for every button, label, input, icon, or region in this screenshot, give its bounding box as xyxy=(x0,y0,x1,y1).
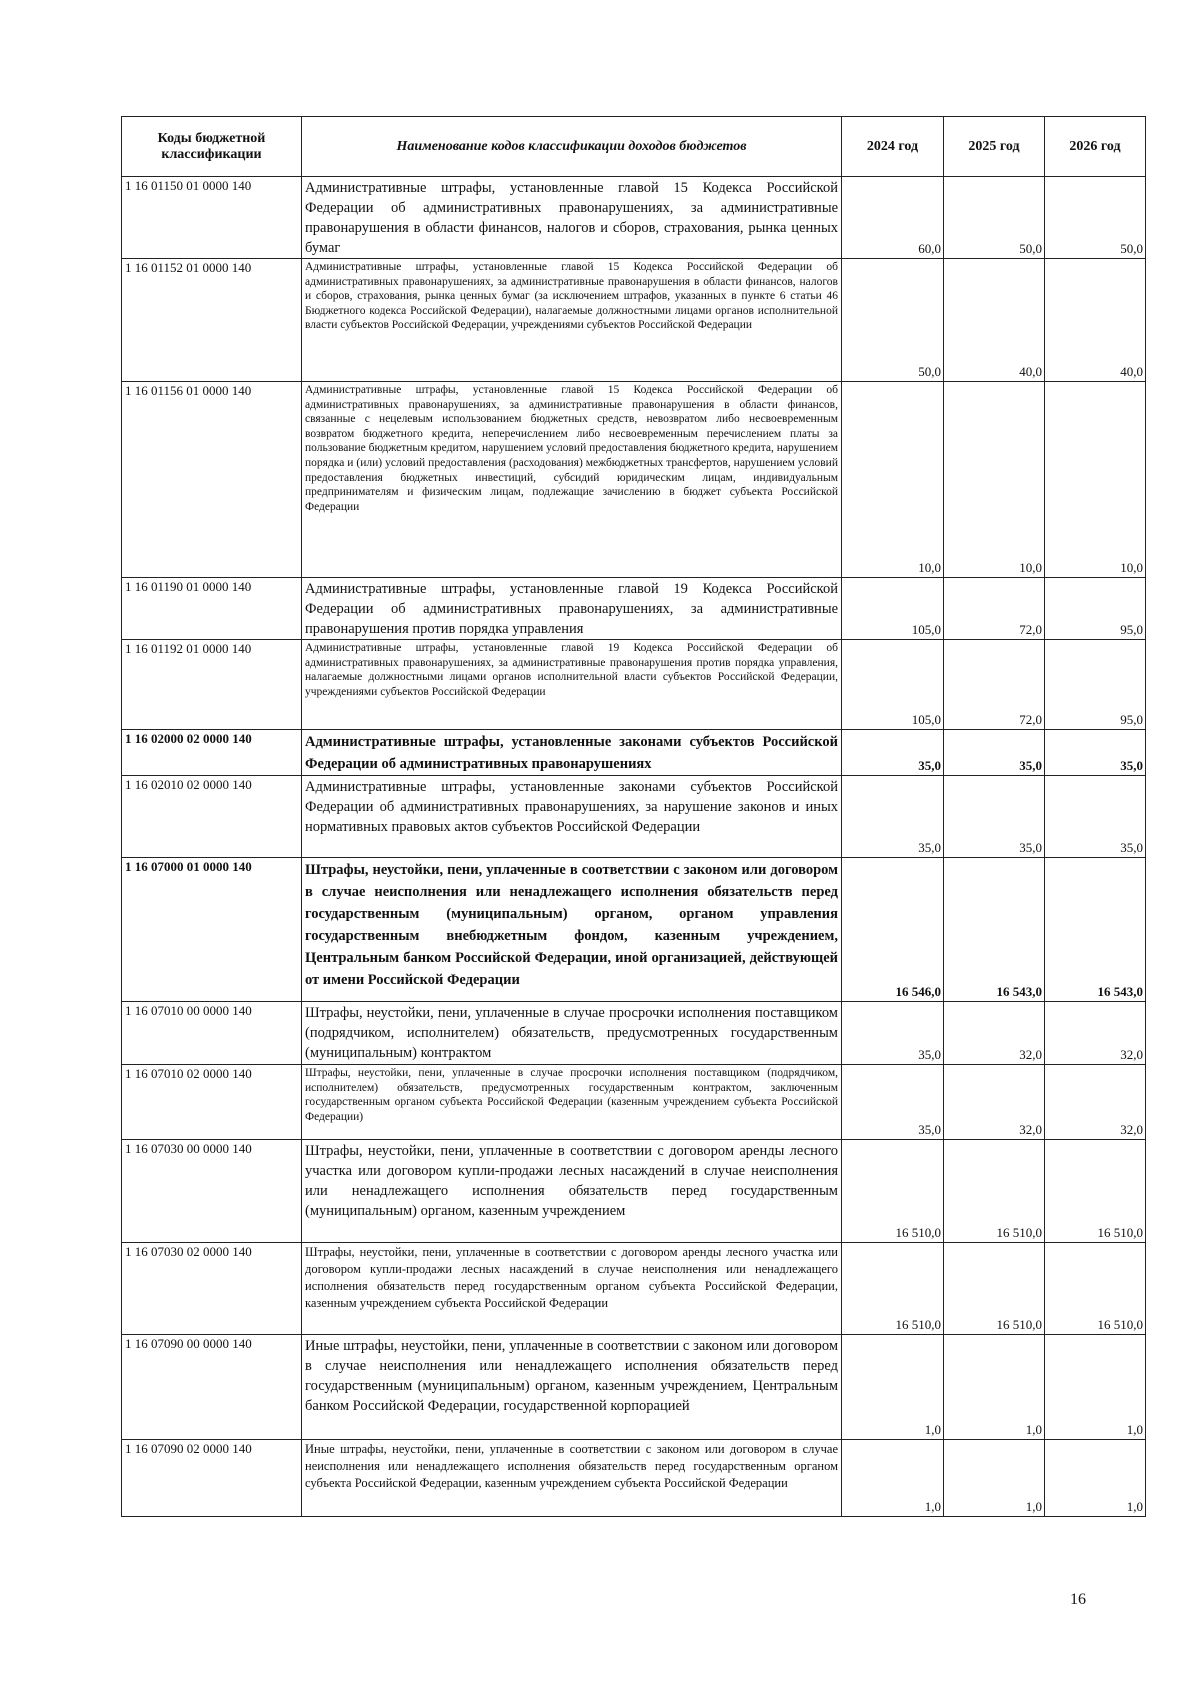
table-row xyxy=(122,730,1146,776)
header-name: Наименование кодов классификации доходов бюджетов xyxy=(302,117,842,177)
row-2026: 1,0 xyxy=(1045,1335,1146,1440)
row-2025: 35,0 xyxy=(944,730,1045,776)
row-2025: 32,0 xyxy=(944,1002,1045,1065)
row-code: 1 16 07030 00 0000 140 xyxy=(122,1140,302,1243)
row-name: Иные штрафы, неустойки, пени, уплаченные в соответствии с законом или договором в случае неисполнения или ненадлежащего исполнения обязательств перед государственным органом субъекта Российской Федерации, казенным учреждением субъекта Российской Федерации xyxy=(302,1440,842,1517)
row-2025: 72,0 xyxy=(944,578,1045,640)
row-2024: 105,0 xyxy=(842,578,944,640)
row-2025: 50,0 xyxy=(944,177,1045,259)
table-row xyxy=(122,382,1146,578)
row-2025: 16 510,0 xyxy=(944,1140,1045,1243)
revenue-classification-table xyxy=(121,116,1146,1517)
table-row xyxy=(122,640,1146,730)
row-2025: 10,0 xyxy=(944,382,1045,578)
row-2024: 35,0 xyxy=(842,1065,944,1140)
row-2024: 16 510,0 xyxy=(842,1243,944,1335)
row-2024: 105,0 xyxy=(842,640,944,730)
table-row xyxy=(122,1002,1146,1065)
row-2026: 16 510,0 xyxy=(1045,1140,1146,1243)
page-number: 16 xyxy=(1070,1591,1086,1608)
row-code: 1 16 01190 01 0000 140 xyxy=(122,578,302,640)
row-code: 1 16 07090 00 0000 140 xyxy=(122,1335,302,1440)
row-name: Штрафы, неустойки, пени, уплаченные в соответствии с законом или договором в случае неисполнения или ненадлежащего исполнения обязательств перед государственным (муниципальным) органом, органом управления государственным внебюджетным фондом, казенным учреждением, Центральным банком Российской Федерации, иной организацией, действующей от имени Российской Федерации xyxy=(302,858,842,1002)
table-row xyxy=(122,776,1146,858)
row-2025: 40,0 xyxy=(944,259,1045,382)
table-row xyxy=(122,177,1146,259)
row-2026: 50,0 xyxy=(1045,177,1146,259)
table-row xyxy=(122,1440,1146,1517)
header-2025: 2025 год xyxy=(944,117,1045,177)
row-2024: 10,0 xyxy=(842,382,944,578)
header-2024: 2024 год xyxy=(842,117,944,177)
row-name: Штрафы, неустойки, пени, уплаченные в соответствии с договором аренды лесного участка или договором купли-продажи лесных насаждений в случае неисполнения или ненадлежащего исполнения обязательств перед государственным (муниципальным) органом, казенным учреждением xyxy=(302,1140,842,1243)
row-2024: 1,0 xyxy=(842,1335,944,1440)
row-name: Административные штрафы, установленные главой 15 Кодекса Российской Федерации об административных правонарушениях, за административные правонарушения в области финансов, налогов и сборов, страхования, рынка ценных бумаг xyxy=(302,177,842,259)
row-code: 1 16 01156 01 0000 140 xyxy=(122,382,302,578)
row-2025: 72,0 xyxy=(944,640,1045,730)
row-name: Штрафы, неустойки, пени, уплаченные в случае просрочки исполнения поставщиком (подрядчиком, исполнителем) обязательств, предусмотренных государственным контрактом, заключенным государственным органом субъекта Российской Федерации (казенным учреждением субъекта Российской Федерации) xyxy=(302,1065,842,1140)
row-2026: 1,0 xyxy=(1045,1440,1146,1517)
table-row xyxy=(122,1243,1146,1335)
row-2026: 35,0 xyxy=(1045,730,1146,776)
row-2024: 16 546,0 xyxy=(842,858,944,1002)
row-2024: 35,0 xyxy=(842,776,944,858)
row-code: 1 16 01192 01 0000 140 xyxy=(122,640,302,730)
row-name: Административные штрафы, установленные главой 15 Кодекса Российской Федерации об административных правонарушениях, за административные правонарушения в области финансов, налогов и сборов, страхования, рынка ценных бумаг (за исключением штрафов, указанных в пункте 6 статьи 46 Бюджетного кодекса Российской Федерации), налагаемые должностными лицами органов исполнительной власти субъектов Российской Федерации, учреждениями субъектов Российской Федерации xyxy=(302,259,842,382)
row-code: 1 16 07090 02 0000 140 xyxy=(122,1440,302,1517)
row-code: 1 16 07010 00 0000 140 xyxy=(122,1002,302,1065)
table-row xyxy=(122,1065,1146,1140)
row-name: Административные штрафы, установленные главой 19 Кодекса Российской Федерации об административных правонарушениях, за административные правонарушения против порядка управления, налагаемые должностными лицами органов исполнительной власти субъектов Российской Федерации, учреждениями субъектов Российской Федерации xyxy=(302,640,842,730)
row-2025: 32,0 xyxy=(944,1065,1045,1140)
row-2024: 35,0 xyxy=(842,730,944,776)
table-row xyxy=(122,578,1146,640)
row-code: 1 16 02010 02 0000 140 xyxy=(122,776,302,858)
header-2026: 2026 год xyxy=(1045,117,1146,177)
row-name: Административные штрафы, установленные законами субъектов Российской Федерации об административных правонарушениях xyxy=(302,730,842,776)
row-2025: 16 510,0 xyxy=(944,1243,1045,1335)
row-2025: 35,0 xyxy=(944,776,1045,858)
row-2025: 1,0 xyxy=(944,1335,1045,1440)
row-code: 1 16 07030 02 0000 140 xyxy=(122,1243,302,1335)
table-row xyxy=(122,1140,1146,1243)
row-2024: 1,0 xyxy=(842,1440,944,1517)
row-2024: 60,0 xyxy=(842,177,944,259)
row-2026: 16 510,0 xyxy=(1045,1243,1146,1335)
table-row xyxy=(122,1335,1146,1440)
row-2026: 35,0 xyxy=(1045,776,1146,858)
header-code: Коды бюджетной классификации xyxy=(122,117,302,177)
row-2025: 16 543,0 xyxy=(944,858,1045,1002)
row-name: Административные штрафы, установленные главой 19 Кодекса Российской Федерации об административных правонарушениях, за административные правонарушения против порядка управления xyxy=(302,578,842,640)
table-row xyxy=(122,858,1146,1002)
row-name: Штрафы, неустойки, пени, уплаченные в случае просрочки исполнения поставщиком (подрядчиком, исполнителем) обязательств, предусмотренных государственным (муниципальным) контрактом xyxy=(302,1002,842,1065)
row-2026: 32,0 xyxy=(1045,1065,1146,1140)
row-code: 1 16 07000 01 0000 140 xyxy=(122,858,302,1002)
row-code: 1 16 01152 01 0000 140 xyxy=(122,259,302,382)
row-2026: 10,0 xyxy=(1045,382,1146,578)
row-code: 1 16 01150 01 0000 140 xyxy=(122,177,302,259)
row-2026: 16 543,0 xyxy=(1045,858,1146,1002)
row-2024: 16 510,0 xyxy=(842,1140,944,1243)
row-name: Штрафы, неустойки, пени, уплаченные в соответствии с договором аренды лесного участка или договором купли-продажи лесных насаждений в случае неисполнения или ненадлежащего исполнения обязательств перед государственным органом субъекта Российской Федерации, казенным учреждением субъекта Российской Федерации xyxy=(302,1243,842,1335)
table-header-row xyxy=(122,117,1146,177)
row-2025: 1,0 xyxy=(944,1440,1045,1517)
row-name: Административные штрафы, установленные главой 15 Кодекса Российской Федерации об административных правонарушениях, за административные правонарушения в области финансов, связанные с нецелевым использованием бюджетных средств, невозвратом либо несвоевременным возвратом бюджетного кредита, неперечислением либо несвоевременным перечислением платы за пользование бюджетным кредитом, нарушением условий предоставления бюджетного кредита, нарушением порядка и (или) условий предоставления (расходования) межбюджетных трансфертов, нарушением условий предоставления бюджетных инвестиций, субсидий юридическим лицам, индивидуальным предпринимателям и физическим лицам, подлежащие зачислению в бюджет субъекта Российской Федерации xyxy=(302,382,842,578)
row-2024: 50,0 xyxy=(842,259,944,382)
row-code: 1 16 07010 02 0000 140 xyxy=(122,1065,302,1140)
row-2026: 32,0 xyxy=(1045,1002,1146,1065)
row-name: Иные штрафы, неустойки, пени, уплаченные в соответствии с законом или договором в случае неисполнения или ненадлежащего исполнения обязательств перед государственным (муниципальным) органом, казенным учреждением, Центральным банком Российской Федерации, государственной корпорацией xyxy=(302,1335,842,1440)
row-2026: 95,0 xyxy=(1045,640,1146,730)
row-name: Административные штрафы, установленные законами субъектов Российской Федерации об административных правонарушениях, за нарушение законов и иных нормативных правовых актов субъектов Российской Федерации xyxy=(302,776,842,858)
row-2024: 35,0 xyxy=(842,1002,944,1065)
row-code: 1 16 02000 02 0000 140 xyxy=(122,730,302,776)
table-row xyxy=(122,259,1146,382)
row-2026: 40,0 xyxy=(1045,259,1146,382)
row-2026: 95,0 xyxy=(1045,578,1146,640)
